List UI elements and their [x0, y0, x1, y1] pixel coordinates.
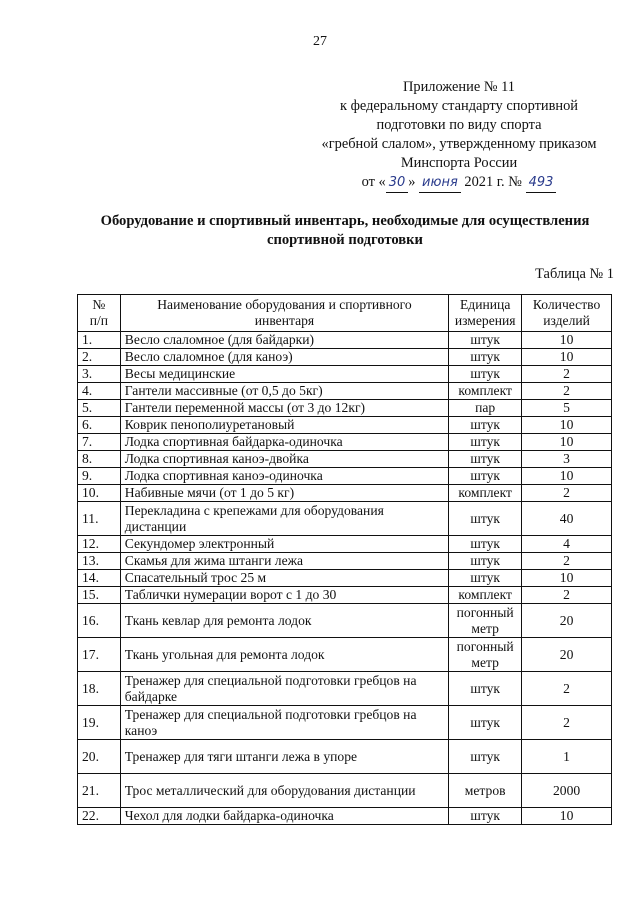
table-body	[78, 332, 612, 825]
cell-unit: погонный метр	[449, 604, 522, 638]
cell-name: Таблички нумерации ворот с 1 до 30	[120, 587, 448, 604]
cell-qty: 20	[522, 638, 612, 672]
cell-name: Лодка спортивная байдарка-одиночка	[120, 434, 448, 451]
cell-num: 6.	[78, 417, 121, 434]
cell-unit: штук	[449, 349, 522, 366]
cell-unit: штук	[449, 808, 522, 825]
title-line-2: спортивной подготовки	[267, 232, 423, 248]
cell-unit: штук	[449, 502, 522, 536]
table-row	[78, 366, 612, 383]
cell-qty: 1	[522, 740, 612, 774]
table-row	[78, 332, 612, 349]
cell-unit: штук	[449, 451, 522, 468]
table-row	[78, 672, 612, 706]
table-row	[78, 383, 612, 400]
cell-unit: штук	[449, 434, 522, 451]
cell-name: Спасательный трос 25 м	[120, 570, 448, 587]
cell-qty: 3	[522, 451, 612, 468]
cell-unit: комплект	[449, 587, 522, 604]
table-row	[78, 808, 612, 825]
table-row	[78, 417, 612, 434]
table-row	[78, 400, 612, 417]
cell-unit: погонный метр	[449, 638, 522, 672]
cell-qty: 10	[522, 417, 612, 434]
cell-name: Лодка спортивная каноэ-одиночка	[120, 468, 448, 485]
cell-name: Перекладина с крепежами для оборудования дистанции	[120, 502, 448, 536]
order-number-handwritten: 493	[526, 173, 557, 193]
appendix-line: Минспорта России	[400, 155, 518, 171]
title-line-1: Оборудование и спортивный инвентарь, необходимые для осуществления	[100, 213, 590, 229]
cell-qty: 2000	[522, 774, 612, 808]
table-caption: Таблица № 1	[535, 266, 614, 282]
header-num-line1: №	[92, 297, 106, 312]
cell-qty: 10	[522, 434, 612, 451]
cell-num: 15.	[78, 587, 121, 604]
cell-name: Гантели переменной массы (от 3 до 12кг)	[120, 400, 448, 417]
cell-unit: штук	[449, 468, 522, 485]
cell-num: 2.	[78, 349, 121, 366]
table-row	[78, 468, 612, 485]
table-row	[78, 553, 612, 570]
cell-qty: 10	[522, 332, 612, 349]
table-row	[78, 349, 612, 366]
cell-qty: 2	[522, 672, 612, 706]
cell-qty: 2	[522, 485, 612, 502]
appendix-line: подготовки по виду спорта	[376, 117, 542, 133]
appendix-line: Приложение № 11	[402, 79, 516, 95]
cell-num: 19.	[78, 706, 121, 740]
cell-unit: штук	[449, 332, 522, 349]
table-row	[78, 587, 612, 604]
cell-qty: 10	[522, 808, 612, 825]
document-title	[60, 212, 630, 250]
cell-num: 3.	[78, 366, 121, 383]
order-prefix: от «	[361, 174, 386, 190]
cell-unit: штук	[449, 536, 522, 553]
table-row	[78, 774, 612, 808]
cell-unit: штук	[449, 553, 522, 570]
cell-num: 17.	[78, 638, 121, 672]
order-month-handwritten: июня	[419, 173, 461, 193]
cell-num: 4.	[78, 383, 121, 400]
cell-unit: штук	[449, 706, 522, 740]
cell-name: Трос металлический для оборудования дистанции	[120, 774, 448, 808]
cell-num: 22.	[78, 808, 121, 825]
cell-num: 18.	[78, 672, 121, 706]
cell-name: Весло слаломное (для байдарки)	[120, 332, 448, 349]
header-qty-line2: изделий	[543, 313, 590, 328]
table-row	[78, 502, 612, 536]
cell-name: Ткань угольная для ремонта лодок	[120, 638, 448, 672]
cell-name: Тренажер для тяги штанги лежа в упоре	[120, 740, 448, 774]
cell-qty: 2	[522, 587, 612, 604]
cell-qty: 5	[522, 400, 612, 417]
order-year: 2021 г. №	[464, 174, 522, 190]
appendix-block	[300, 78, 618, 193]
cell-name: Гантели массивные (от 0,5 до 5кг)	[120, 383, 448, 400]
cell-name: Чехол для лодки байдарка-одиночка	[120, 808, 448, 825]
header-qty	[522, 295, 612, 332]
cell-num: 1.	[78, 332, 121, 349]
cell-name: Ткань кевлар для ремонта лодок	[120, 604, 448, 638]
page-number: 27	[313, 34, 327, 49]
header-name-line1: Наименование оборудования и спортивного	[157, 297, 412, 312]
header-name	[120, 295, 448, 332]
cell-qty: 2	[522, 553, 612, 570]
cell-unit: штук	[449, 570, 522, 587]
table-row	[78, 740, 612, 774]
cell-qty: 4	[522, 536, 612, 553]
table-row	[78, 434, 612, 451]
cell-unit: штук	[449, 672, 522, 706]
cell-num: 10.	[78, 485, 121, 502]
cell-unit: пар	[449, 400, 522, 417]
table-row	[78, 485, 612, 502]
cell-num: 16.	[78, 604, 121, 638]
cell-qty: 2	[522, 706, 612, 740]
appendix-line: к федеральному стандарту спортивной	[339, 98, 578, 114]
order-date-line	[300, 173, 618, 193]
cell-qty: 10	[522, 570, 612, 587]
table-row	[78, 604, 612, 638]
cell-unit: штук	[449, 366, 522, 383]
table-row	[78, 638, 612, 672]
cell-unit: комплект	[449, 485, 522, 502]
table-row	[78, 570, 612, 587]
appendix-line: «гребной слалом», утвержденному приказом	[321, 136, 597, 152]
cell-num: 7.	[78, 434, 121, 451]
cell-unit: метров	[449, 774, 522, 808]
cell-name: Весы медицинские	[120, 366, 448, 383]
cell-num: 5.	[78, 400, 121, 417]
header-unit	[449, 295, 522, 332]
cell-name: Набивные мячи (от 1 до 5 кг)	[120, 485, 448, 502]
cell-num: 20.	[78, 740, 121, 774]
header-unit-line1: Единица	[460, 297, 511, 312]
cell-qty: 40	[522, 502, 612, 536]
order-mid: »	[408, 174, 416, 190]
cell-qty: 10	[522, 468, 612, 485]
cell-qty: 2	[522, 383, 612, 400]
header-row	[78, 295, 612, 332]
header-unit-line2: измерения	[454, 313, 516, 328]
header-num	[78, 295, 121, 332]
cell-num: 11.	[78, 502, 121, 536]
inventory-table	[77, 294, 612, 825]
cell-unit: штук	[449, 740, 522, 774]
cell-qty: 10	[522, 349, 612, 366]
cell-unit: штук	[449, 417, 522, 434]
cell-num: 8.	[78, 451, 121, 468]
cell-num: 12.	[78, 536, 121, 553]
table-row	[78, 451, 612, 468]
cell-num: 9.	[78, 468, 121, 485]
table-header	[78, 295, 612, 332]
cell-name: Тренажер для специальной подготовки гребцов на каноэ	[120, 706, 448, 740]
cell-num: 21.	[78, 774, 121, 808]
cell-qty: 20	[522, 604, 612, 638]
header-num-line2: п/п	[89, 313, 109, 328]
order-day-handwritten: 30	[386, 173, 409, 193]
cell-num: 14.	[78, 570, 121, 587]
header-name-line2: инвентаря	[254, 313, 315, 328]
cell-unit: комплект	[449, 383, 522, 400]
cell-name: Коврик пенополиуретановый	[120, 417, 448, 434]
header-qty-line1: Количество	[532, 297, 601, 312]
cell-name: Тренажер для специальной подготовки гребцов на байдарке	[120, 672, 448, 706]
cell-name: Секундомер электронный	[120, 536, 448, 553]
cell-name: Весло слаломное (для каноэ)	[120, 349, 448, 366]
table-row	[78, 706, 612, 740]
cell-num: 13.	[78, 553, 121, 570]
cell-qty: 2	[522, 366, 612, 383]
cell-name: Скамья для жима штанги лежа	[120, 553, 448, 570]
table-row	[78, 536, 612, 553]
cell-name: Лодка спортивная каноэ-двойка	[120, 451, 448, 468]
